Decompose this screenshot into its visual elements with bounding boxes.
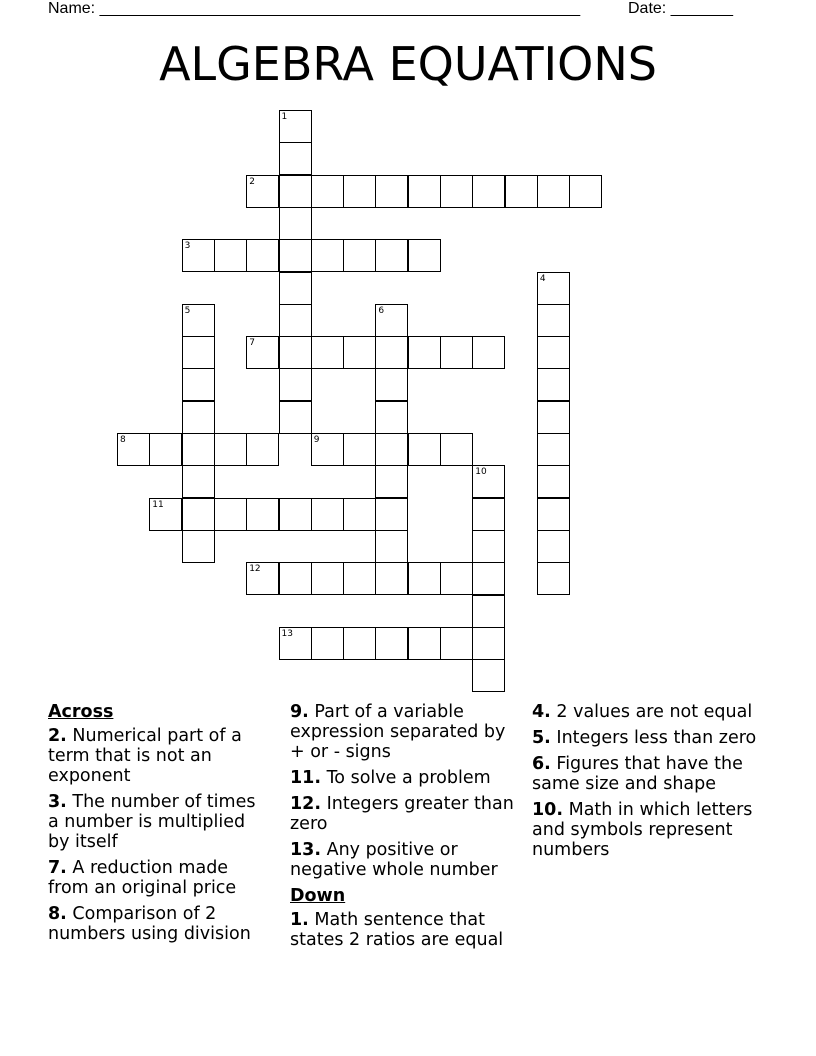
grid-cell[interactable]: [311, 175, 344, 208]
clue-number: 8.: [48, 904, 67, 924]
grid-cell[interactable]: [311, 498, 344, 531]
grid-cell[interactable]: [537, 530, 570, 563]
cell-number: 5: [184, 305, 191, 316]
clue-across-13: [290, 840, 520, 880]
grid-cell[interactable]: [375, 304, 408, 337]
grid-cell[interactable]: [375, 530, 408, 563]
cell-number: 3: [184, 241, 191, 252]
grid-cell[interactable]: [311, 433, 344, 466]
grid-cell[interactable]: [279, 207, 312, 240]
clue-across-8: [48, 904, 270, 944]
grid-cell[interactable]: [375, 239, 408, 272]
clue-across-3: [48, 792, 270, 852]
grid-cell[interactable]: [214, 239, 247, 272]
grid-cell[interactable]: [472, 175, 505, 208]
clue-number: 11.: [290, 768, 322, 788]
grid-cell[interactable]: [537, 433, 570, 466]
grid-cell[interactable]: [182, 433, 215, 466]
grid-cell[interactable]: [279, 562, 312, 595]
grid-cell[interactable]: [246, 336, 279, 369]
cell-number: 7: [249, 338, 255, 349]
grid-cell[interactable]: [182, 530, 215, 563]
cell-number: 10: [475, 467, 487, 478]
grid-cell[interactable]: [279, 304, 312, 337]
cell-number: 4: [539, 273, 546, 284]
clue-number: 2.: [48, 726, 67, 746]
grid-cell[interactable]: [246, 562, 279, 595]
grid-cell[interactable]: [375, 433, 408, 466]
grid-cell[interactable]: [279, 175, 312, 208]
grid-cell[interactable]: [343, 627, 376, 660]
grid-cell[interactable]: [472, 562, 505, 595]
clue-text: Math sentence that states 2 ratios are equal: [290, 910, 504, 950]
clue-number: 5.: [532, 728, 551, 748]
clue-down-6: [532, 754, 772, 794]
clue-number: 6.: [532, 754, 551, 774]
grid-cell[interactable]: [182, 336, 215, 369]
cell-number: 6: [378, 305, 385, 316]
grid-cell[interactable]: [311, 627, 344, 660]
cell-number: 11: [152, 499, 164, 510]
grid-cell[interactable]: [440, 433, 473, 466]
grid-cell[interactable]: [375, 336, 408, 369]
grid-cell[interactable]: [472, 530, 505, 563]
clue-down-10: [532, 800, 772, 860]
clue-text: Figures that have the same size and shape: [532, 754, 743, 794]
grid-cell[interactable]: [408, 433, 441, 466]
down-heading: Down: [290, 886, 346, 906]
clue-text: The number of times a number is multiplied by itself: [48, 792, 256, 852]
grid-cell[interactable]: [537, 401, 570, 434]
clue-text: Comparison of 2 numbers using division: [48, 904, 251, 944]
clue-across-12: [290, 794, 520, 834]
grid-cell[interactable]: [279, 336, 312, 369]
grid-cell[interactable]: [537, 498, 570, 531]
grid-cell[interactable]: [279, 239, 312, 272]
clue-text: Math in which letters and symbols represent numbers: [532, 800, 753, 860]
grid-cell[interactable]: [472, 465, 505, 498]
date-field-label[interactable]: Date: _______: [628, 0, 733, 17]
grid-cell[interactable]: [117, 433, 150, 466]
grid-cell[interactable]: [214, 433, 247, 466]
clue-down-1: [290, 910, 520, 950]
grid-cell[interactable]: [440, 336, 473, 369]
grid-cell[interactable]: [214, 498, 247, 531]
grid-cell[interactable]: [537, 175, 570, 208]
grid-cell[interactable]: [246, 239, 279, 272]
grid-cell[interactable]: [375, 368, 408, 401]
grid-cell[interactable]: [408, 175, 441, 208]
grid-cell[interactable]: [279, 272, 312, 305]
grid-cell[interactable]: [472, 336, 505, 369]
grid-cell[interactable]: [537, 336, 570, 369]
grid-cell[interactable]: [343, 336, 376, 369]
grid-cell[interactable]: [279, 401, 312, 434]
cell-number: 1: [281, 112, 288, 122]
grid-cell[interactable]: [279, 498, 312, 531]
grid-cell[interactable]: [182, 498, 215, 531]
clue-text: Integers less than zero: [556, 728, 757, 748]
grid-cell[interactable]: [279, 627, 312, 660]
grid-cell[interactable]: [246, 175, 279, 208]
grid-cell[interactable]: [311, 239, 344, 272]
grid-cell[interactable]: [569, 175, 602, 208]
across-heading: Across: [48, 702, 114, 722]
grid-cell[interactable]: [375, 498, 408, 531]
clues-column-1: [48, 702, 270, 950]
cell-number: 13: [281, 628, 293, 639]
grid-cell[interactable]: [311, 562, 344, 595]
grid-cell[interactable]: [182, 465, 215, 498]
grid-cell[interactable]: [537, 465, 570, 498]
grid-cell[interactable]: [182, 239, 215, 272]
name-field-label[interactable]: Name: ______________________________________________________: [48, 0, 581, 17]
grid-cell[interactable]: [408, 562, 441, 595]
clue-text: Integers greater than zero: [290, 794, 514, 834]
clue-down-5: [532, 728, 772, 748]
grid-cell[interactable]: [375, 401, 408, 434]
cell-number: 12: [249, 564, 261, 575]
grid-cell[interactable]: [537, 368, 570, 401]
grid-cell[interactable]: [343, 433, 376, 466]
grid-cell[interactable]: [343, 498, 376, 531]
grid-cell[interactable]: [182, 368, 215, 401]
clue-number: 7.: [48, 858, 67, 878]
grid-cell[interactable]: [279, 368, 312, 401]
grid-cell[interactable]: [279, 110, 312, 143]
clue-number: 10.: [532, 800, 564, 820]
grid-cell[interactable]: [375, 627, 408, 660]
clue-number: 13.: [290, 840, 322, 860]
grid-cell[interactable]: [182, 304, 215, 337]
grid-cell[interactable]: [246, 498, 279, 531]
grid-cell[interactable]: [472, 627, 505, 660]
clue-across-9: [290, 702, 520, 762]
clue-text: Any positive or negative whole number: [290, 840, 498, 880]
cell-number: 8: [120, 435, 126, 445]
grid-cell[interactable]: [537, 272, 570, 305]
clue-text: To solve a problem: [326, 768, 491, 788]
grid-cell[interactable]: [408, 239, 441, 272]
grid-cell[interactable]: [440, 627, 473, 660]
clue-text: Numerical part of a term that is not an exponent: [48, 726, 242, 786]
clue-text: Part of a variable expression separated by + or - signs: [290, 702, 506, 762]
grid-cell[interactable]: [408, 336, 441, 369]
grid-cell[interactable]: [537, 562, 570, 595]
grid-cell[interactable]: [472, 659, 505, 692]
clues-column-2: [290, 702, 520, 956]
grid-cell[interactable]: [343, 239, 376, 272]
clue-text: A reduction made from an original price: [48, 858, 237, 898]
grid-cell[interactable]: [246, 433, 279, 466]
grid-cell[interactable]: [343, 175, 376, 208]
grid-cell[interactable]: [537, 304, 570, 337]
grid-cell[interactable]: [375, 175, 408, 208]
clue-number: 9.: [290, 702, 309, 722]
grid-cell[interactable]: [149, 498, 182, 531]
grid-cell[interactable]: [311, 336, 344, 369]
clue-text: 2 values are not equal: [556, 702, 753, 722]
grid-cell[interactable]: [408, 627, 441, 660]
cell-number: 2: [249, 176, 255, 187]
clue-number: 3.: [48, 792, 67, 812]
grid-cell[interactable]: [440, 562, 473, 595]
clue-number: 12.: [290, 794, 322, 814]
clue-across-2: [48, 726, 270, 786]
clue-number: 1.: [290, 910, 309, 930]
clue-across-11: [290, 768, 520, 788]
grid-cell[interactable]: [472, 498, 505, 531]
cell-number: 9: [313, 435, 320, 445]
grid-cell[interactable]: [505, 175, 538, 208]
grid-cell[interactable]: [182, 401, 215, 434]
grid-cell[interactable]: [440, 175, 473, 208]
clue-number: 4.: [532, 702, 551, 722]
clue-down-4: [532, 702, 772, 722]
page-title: ALGEBRA EQUATIONS: [159, 37, 657, 91]
clues-column-3: [532, 702, 772, 866]
clue-across-7: [48, 858, 270, 898]
grid-cell[interactable]: [375, 562, 408, 595]
grid-cell[interactable]: [343, 562, 376, 595]
grid-cell[interactable]: [472, 595, 505, 628]
grid-cell[interactable]: [149, 433, 182, 466]
grid-cell[interactable]: [279, 142, 312, 175]
grid-cell[interactable]: [375, 465, 408, 498]
